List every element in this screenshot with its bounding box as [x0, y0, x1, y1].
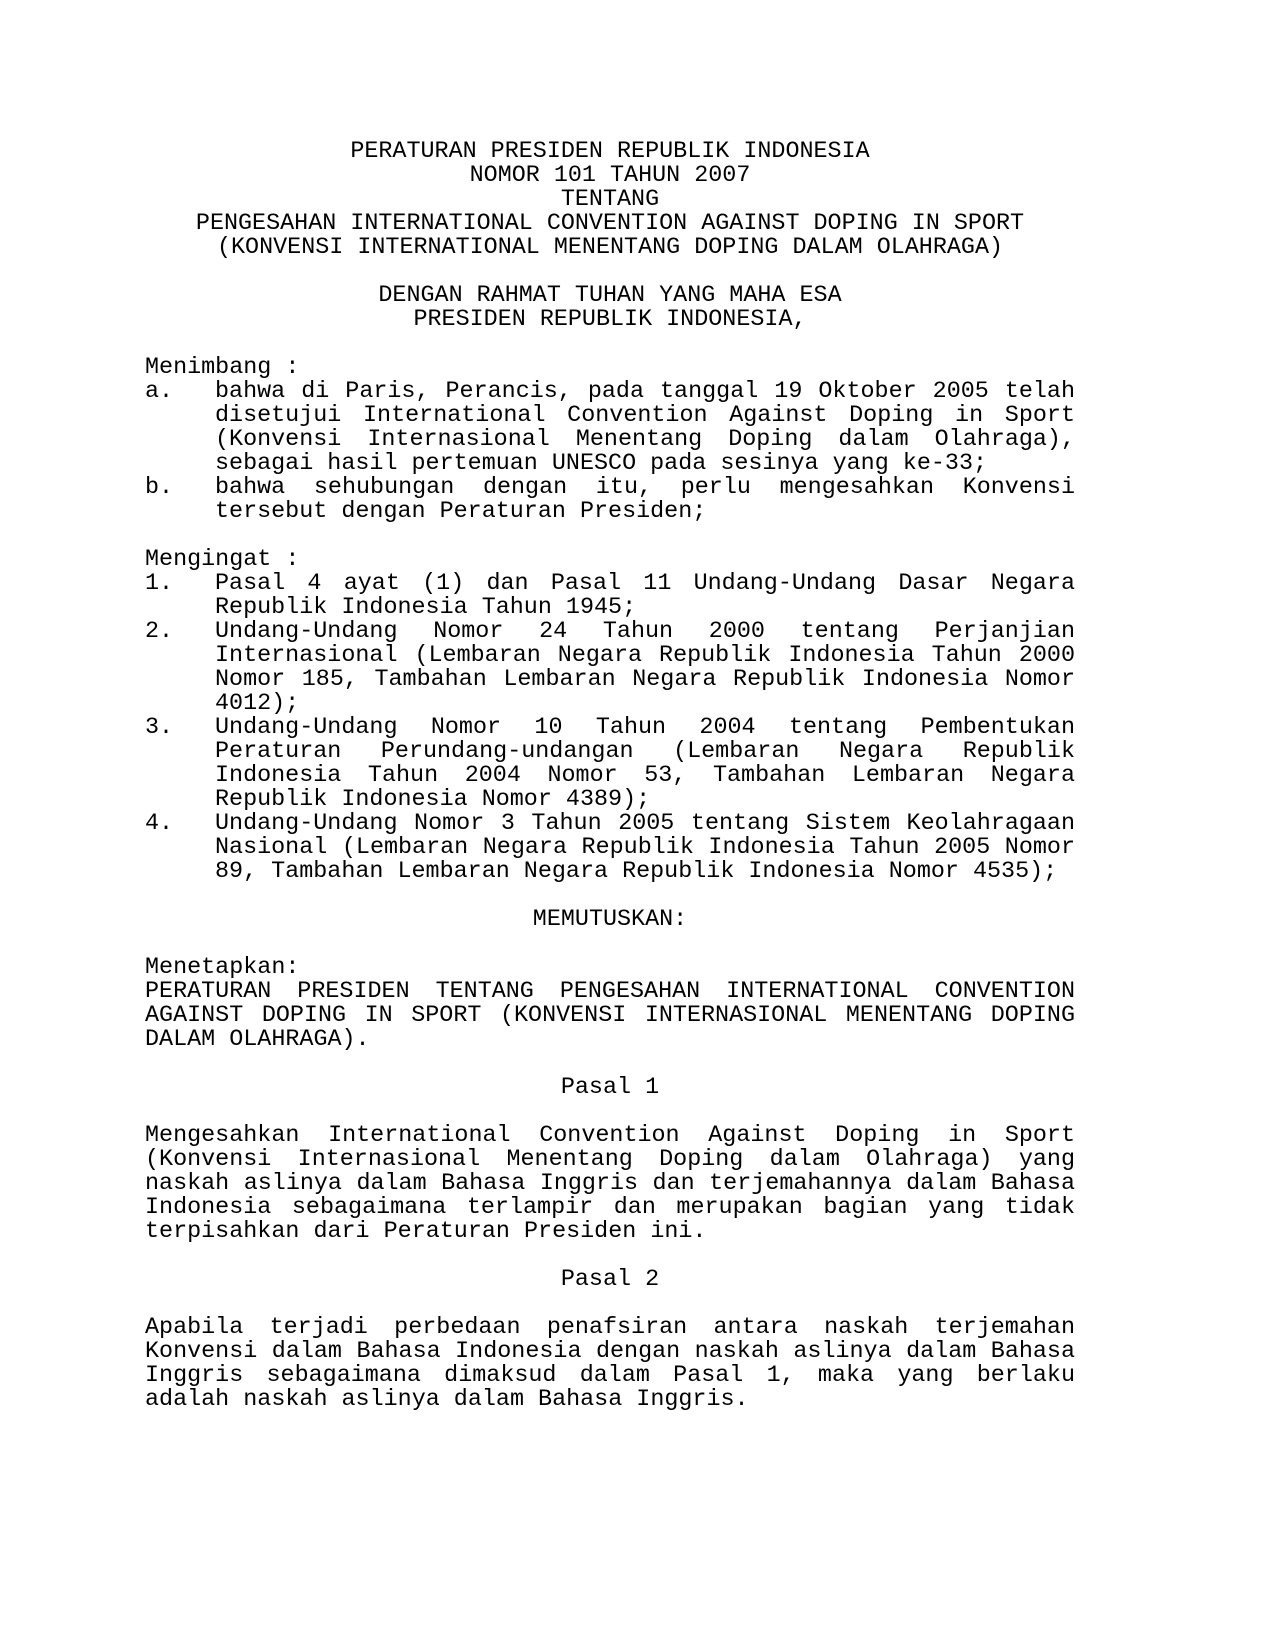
menetapkan-section [145, 956, 1075, 1052]
item-text: Pasal 4 ayat (1) dan Pasal 11 Undang-Undang Dasar Negara Republik Indonesia Tahun 1945; [215, 571, 1075, 621]
mengingat-item-2 [145, 620, 1075, 716]
item-marker: 1. [145, 571, 174, 597]
title-line-3: TENTANG [560, 187, 660, 213]
preamble [145, 284, 1075, 332]
title-line-5: (KONVENSI INTERNATIONAL MENENTANG DOPING DALAM OLAHRAGA) [216, 235, 1004, 261]
title-line-1: PERATURAN PRESIDEN REPUBLIK INDONESIA [350, 139, 870, 165]
menimbang-item-a [145, 380, 1075, 476]
item-marker: 4. [145, 811, 174, 837]
menimbang-section [145, 356, 1075, 524]
preamble-line-2: PRESIDEN REPUBLIK INDONESIA, [413, 307, 807, 333]
mengingat-item-3 [145, 716, 1075, 812]
mengingat-item-1 [145, 572, 1075, 620]
mengingat-item-4 [145, 812, 1075, 884]
spacer [145, 1100, 1075, 1124]
item-text: bahwa sehubungan dengan itu, perlu mengesahkan Konvensi tersebut dengan Peraturan Presiden; [215, 475, 1075, 525]
spacer [145, 1292, 1075, 1316]
menetapkan-label: Menetapkan: [145, 955, 300, 981]
preamble-line-1: DENGAN RAHMAT TUHAN YANG MAHA ESA [378, 283, 842, 309]
spacer [145, 260, 1075, 284]
menimbang-item-b [145, 476, 1075, 524]
pasal-2-heading: Pasal 2 [560, 1267, 660, 1293]
pasal-1-heading: Pasal 1 [560, 1075, 660, 1101]
spacer [145, 932, 1075, 956]
spacer [145, 1052, 1075, 1076]
spacer [145, 1244, 1075, 1268]
document-title [145, 140, 1075, 260]
menetapkan-text: PERATURAN PRESIDEN TENTANG PENGESAHAN INTERNATIONAL CONVENTION AGAINST DOPING IN SPORT (KONVENSI INTERNASIONAL MENENTANG DOPING DALAM OLAHRAGA). [145, 979, 1075, 1053]
title-line-4: PENGESAHAN INTERNATIONAL CONVENTION AGAINST DOPING IN SPORT [195, 211, 1025, 237]
item-marker: b. [145, 475, 174, 501]
spacer [145, 332, 1075, 356]
item-text: Undang-Undang Nomor 10 Tahun 2004 tentang Pembentukan Peraturan Perundang-undangan (Lembaran Negara Republik Indonesia Tahun 2004 Nomor 53, Tambahan Lembaran Negara Republik Indonesia Nomor 4389); [215, 715, 1075, 813]
item-text: Undang-Undang Nomor 24 Tahun 2000 tentang Perjanjian Internasional (Lembaran Negara Republik Indonesia Tahun 2000 Nomor 185, Tambahan Lembaran Negara Republik Indonesia Nomor 4012); [215, 619, 1075, 717]
memutuskan-heading: MEMUTUSKAN: [532, 907, 688, 933]
item-text: bahwa di Paris, Perancis, pada tanggal 19 Oktober 2005 telah disetujui International Convention Against Doping in Sport (Konvensi Internasional Menentang Doping dalam Olahraga), sebagai hasil pertemuan UNESCO pada sesinya yang ke-33; [215, 379, 1075, 477]
item-text: Undang-Undang Nomor 3 Tahun 2005 tentang Sistem Keolahragaan Nasional (Lembaran Negara Republik Indonesia Tahun 2005 Nomor 89, Tambahan Lembaran Negara Republik Indonesia Nomor 4535); [215, 811, 1075, 885]
item-marker: 3. [145, 715, 174, 741]
spacer [145, 884, 1075, 908]
mengingat-section [145, 548, 1075, 884]
pasal-2-body: Apabila terjadi perbedaan penafsiran antara naskah terjemahan Konvensi dalam Bahasa Indonesia dengan naskah aslinya dalam Bahasa Inggris sebagaimana dimaksud dalam Pasal 1, maka yang berlaku adalah naskah aslinya dalam Bahasa Inggris. [145, 1315, 1075, 1413]
item-marker: 2. [145, 619, 174, 645]
item-marker: a. [145, 379, 174, 405]
title-line-2: NOMOR 101 TAHUN 2007 [469, 163, 751, 189]
spacer [145, 524, 1075, 548]
menimbang-label: Menimbang : [145, 355, 300, 381]
mengingat-label: Mengingat : [145, 547, 300, 573]
pasal-1-body: Mengesahkan International Convention Against Doping in Sport (Konvensi Internasional Menentang Doping dalam Olahraga) yang naskah aslinya dalam Bahasa Inggris dan terjemahannya dalam Bahasa Indonesia sebagaimana terlampir dan merupakan bagian yang tidak terpisahkan dari Peraturan Presiden ini. [145, 1123, 1075, 1245]
